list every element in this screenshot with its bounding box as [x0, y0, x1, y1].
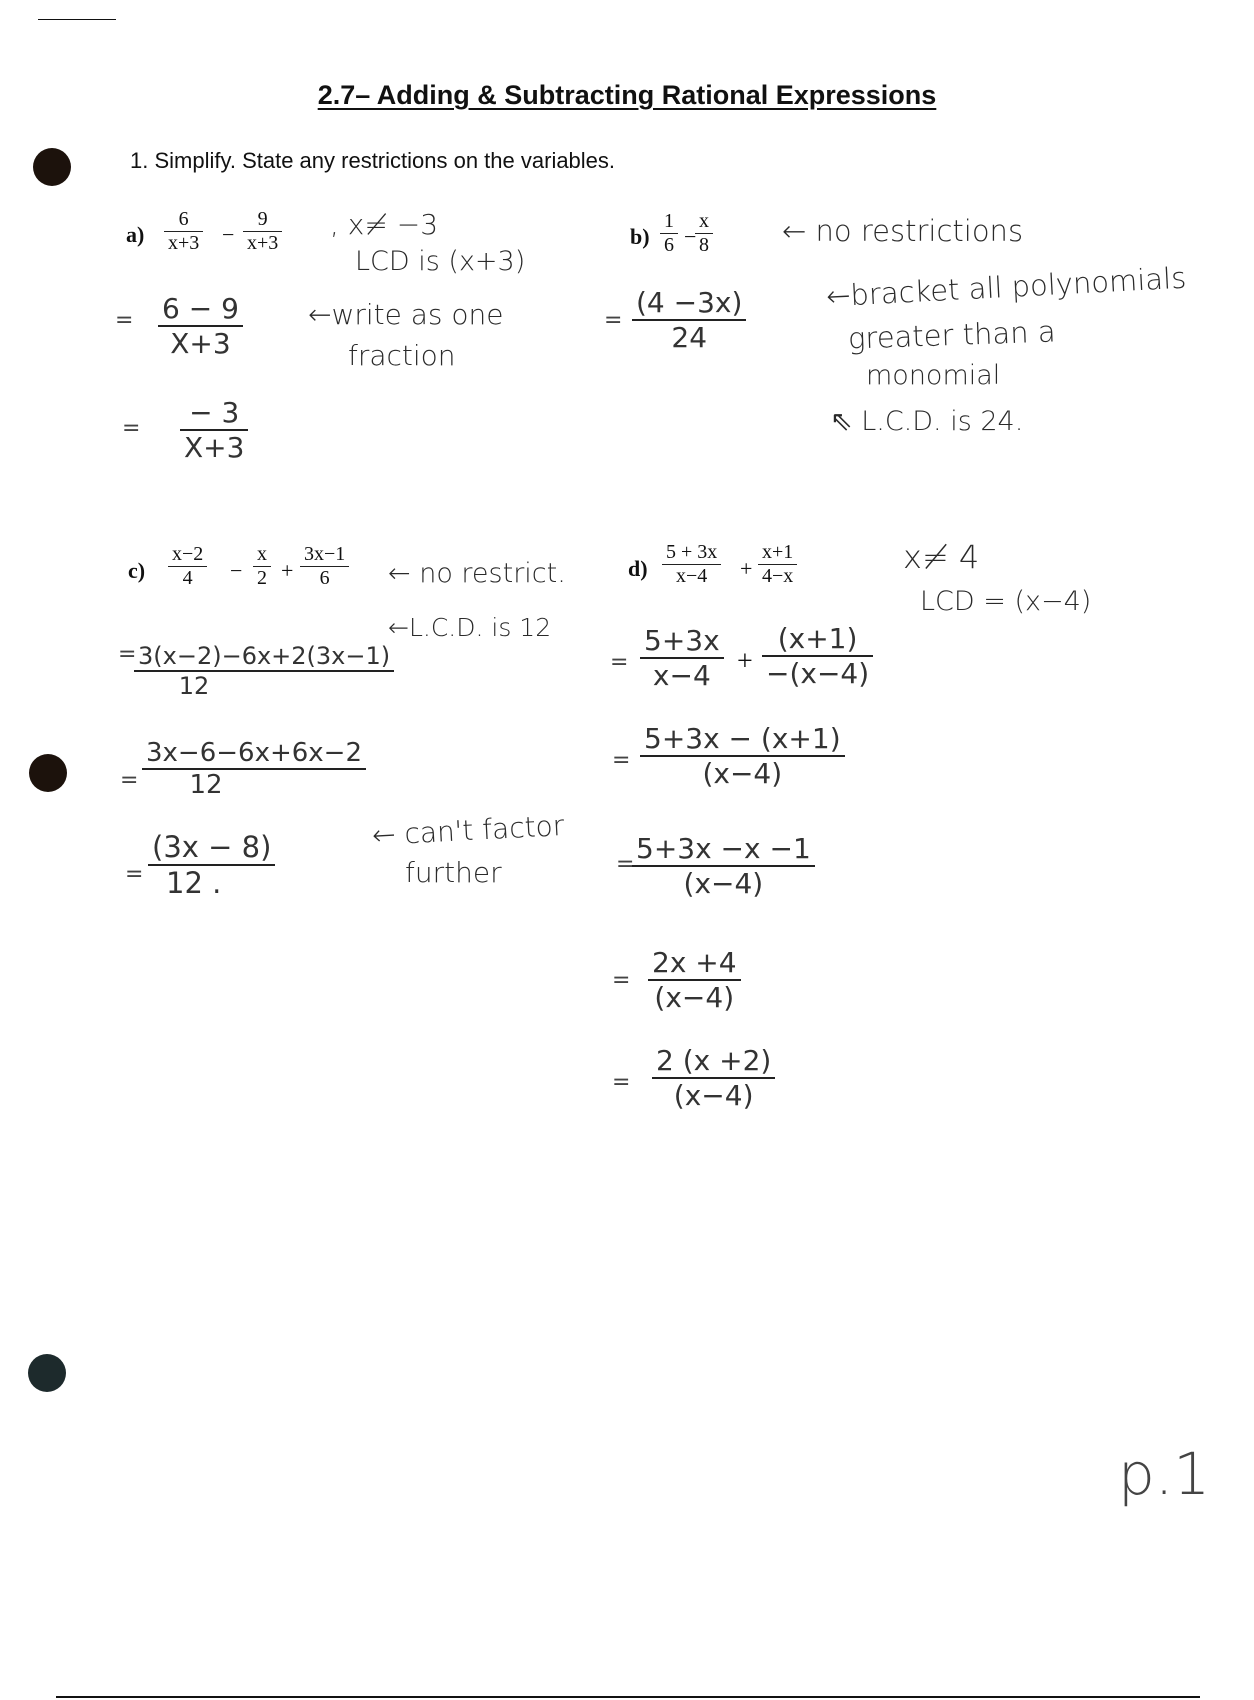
part-c-step-1: [134, 642, 394, 700]
plus-sign: +: [740, 556, 753, 581]
part-a-label: a): [126, 222, 145, 247]
numerator: 6 − 9: [162, 292, 239, 325]
denominator: 6: [664, 234, 674, 256]
part-b-restriction-note: ← no restrictions: [782, 214, 1024, 248]
part-d-fraction-1: [662, 541, 721, 588]
part-d-step-1b: [762, 622, 873, 690]
pen-mark: [38, 19, 116, 20]
part-d-step-1a: [640, 624, 724, 692]
part-b-fraction-1: [660, 210, 678, 257]
punch-hole-bottom: [28, 1354, 66, 1392]
minus-sign: −: [222, 222, 235, 247]
denominator: x+3: [168, 232, 200, 254]
equals-sign: =: [616, 852, 635, 877]
punch-hole-middle: [29, 754, 67, 792]
denominator: 12 .: [166, 866, 222, 900]
part-d-step-5: [652, 1044, 775, 1112]
part-c-step-2: [142, 738, 366, 800]
denominator: (x−4): [654, 981, 735, 1014]
part-c-fraction-2: [253, 543, 271, 590]
instruction: 1. Simplify. State any restrictions on the variables.: [130, 148, 616, 173]
part-a-step-2: [180, 396, 248, 464]
part-c-label: c): [128, 558, 146, 583]
numerator: 3(x−2)−6x+2(3x−1): [138, 642, 391, 670]
equals-sign: =: [120, 768, 139, 793]
part-c-step-3: [148, 830, 275, 900]
denominator: x+3: [247, 232, 279, 254]
punch-hole-top: [33, 148, 71, 186]
part-d-step-2: [640, 722, 845, 790]
numerator: x+1: [762, 541, 794, 563]
page-number: p.1: [1118, 1440, 1211, 1508]
part-c-note-line-1: ← can't factor: [371, 808, 566, 853]
numerator: 2 (x +2): [656, 1044, 772, 1077]
equals-sign: =: [115, 308, 134, 333]
part-b-step-1: [632, 286, 746, 354]
part-d-restriction: x≠ 4: [903, 538, 980, 576]
denominator: (x−4): [683, 867, 764, 900]
numerator: (x+1): [777, 622, 858, 655]
part-a-lcd-note: LCD is (x+3): [355, 246, 526, 277]
part-b-note-line-2: greater than a: [847, 314, 1057, 356]
part-c-note-line-2: further: [405, 856, 502, 889]
numerator: x: [257, 543, 267, 565]
plus-sign: +: [737, 646, 753, 677]
equals-sign: =: [604, 308, 623, 333]
denominator: 4−x: [762, 565, 794, 587]
equals-sign: =: [612, 748, 631, 773]
part-c-lcd-note: ←L.C.D. is 12: [388, 613, 552, 642]
numerator: − 3: [189, 396, 240, 429]
part-d-fraction-2: [758, 541, 797, 588]
denominator: (x−4): [702, 757, 783, 790]
numerator: 5 + 3x: [666, 541, 718, 563]
denominator: 6: [319, 567, 330, 589]
equals-sign: =: [125, 862, 144, 887]
denominator: x−4: [652, 659, 711, 692]
denominator: (x−4): [673, 1079, 754, 1112]
part-a-note-line-2: fraction: [348, 339, 456, 372]
denominator: 12: [178, 672, 210, 700]
denominator: 4: [182, 567, 193, 589]
part-d-label: d): [628, 556, 648, 581]
denominator: −(x−4): [766, 657, 870, 690]
numerator: 1: [664, 210, 674, 232]
plus-sign: +: [281, 558, 294, 583]
part-a-note-line-1: ←write as one: [308, 298, 504, 331]
equals-sign: =: [612, 1070, 631, 1095]
numerator: 5+3x − (x+1): [644, 722, 841, 755]
numerator: x: [699, 210, 709, 232]
denominator: 12: [189, 770, 223, 800]
equals-sign: =: [118, 642, 137, 667]
part-a-restriction: , x≠ −3: [330, 208, 439, 241]
part-a-fraction-1: [164, 208, 203, 255]
numerator: x−2: [172, 543, 204, 565]
equals-sign: =: [612, 968, 631, 993]
minus-sign: −: [684, 224, 697, 249]
numerator: 5+3x: [644, 624, 720, 657]
part-c-restriction-note: ← no restrict.: [388, 558, 566, 589]
numerator: 3x−1: [304, 543, 346, 565]
minus-sign: −: [230, 558, 243, 583]
page-title: 2.7– Adding & Subtracting Rational Expressions: [317, 80, 937, 110]
denominator: X+3: [170, 327, 231, 360]
part-d-step-3: [632, 832, 815, 900]
part-d-lcd-note: LCD = (x−4): [920, 586, 1092, 617]
numerator: 6: [178, 208, 189, 230]
equals-sign: =: [122, 416, 141, 441]
numerator: (3x − 8): [152, 830, 272, 864]
part-c-fraction-3: [300, 543, 349, 590]
denominator: x−4: [676, 565, 708, 587]
part-b-note-line-1: ←bracket all polynomials: [825, 260, 1188, 314]
denominator: X+3: [184, 431, 245, 464]
numerator: (4 −3x): [636, 286, 743, 319]
denominator: 2: [257, 567, 267, 589]
part-b-label: b): [630, 224, 650, 249]
part-b-fraction-2: [695, 210, 713, 257]
part-d-step-4: [648, 946, 741, 1014]
denominator: 8: [699, 234, 709, 256]
part-c-fraction-1: [168, 543, 207, 590]
part-a-step-1: [158, 292, 243, 360]
numerator: 2x +4: [652, 946, 737, 979]
equals-sign: =: [610, 650, 629, 675]
bottom-rule: [56, 1696, 1200, 1698]
numerator: 5+3x −x −1: [636, 832, 811, 865]
part-a-fraction-2: [243, 208, 282, 255]
part-b-note-line-3: monomial: [866, 360, 1001, 391]
numerator: 3x−6−6x+6x−2: [146, 738, 363, 768]
part-b-lcd-note: ⇖ L.C.D. is 24.: [830, 406, 1024, 437]
numerator: 9: [257, 208, 268, 230]
denominator: 24: [671, 321, 708, 354]
